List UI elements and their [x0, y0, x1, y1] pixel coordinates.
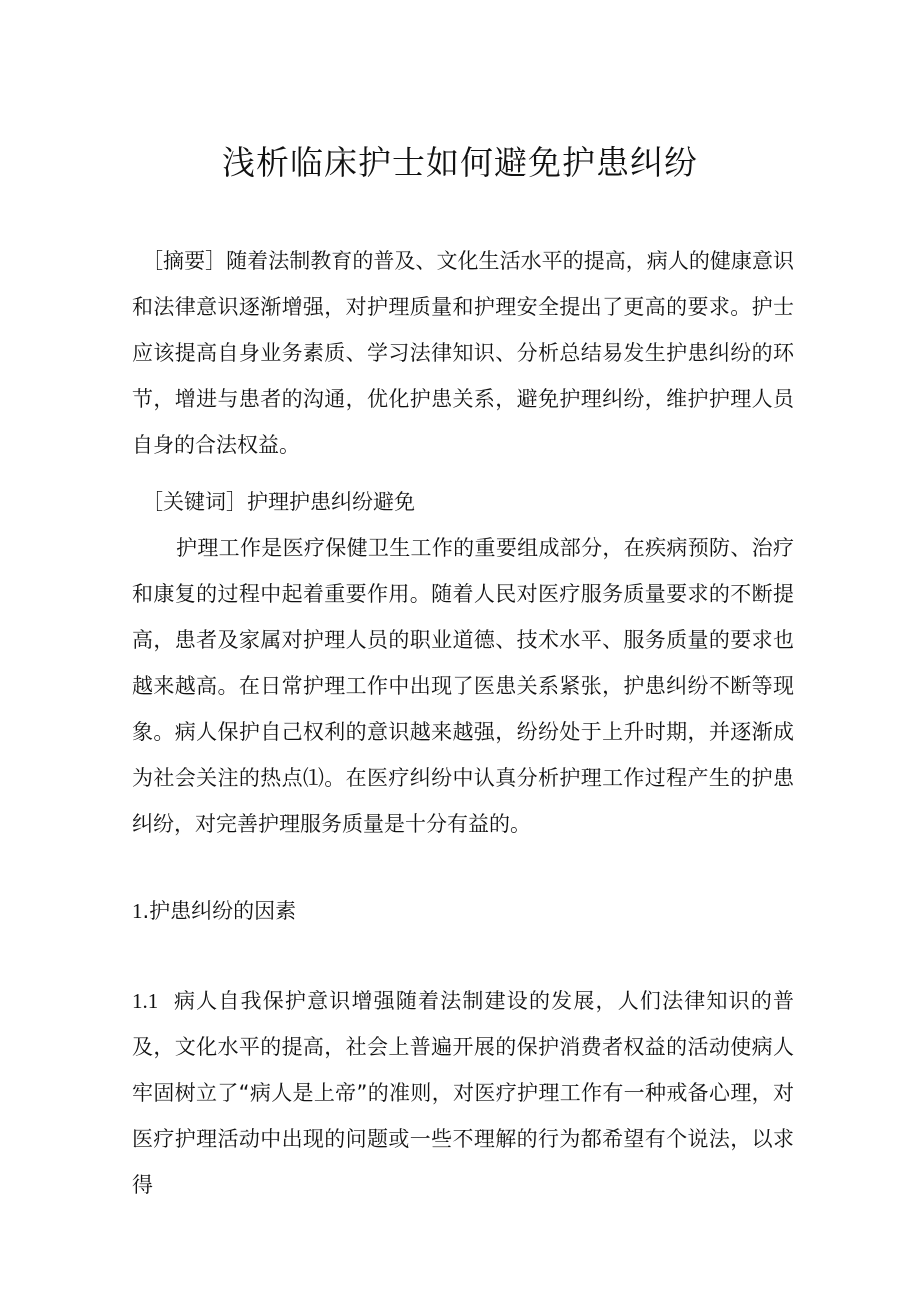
section-1-1-paragraph — [132, 978, 794, 1208]
intro-paragraph: 护理工作是医疗保健卫生工作的重要组成部分，在疾病预防、治疗和康复的过程中起着重要作用。随着人民对医疗服务质量要求的不断提高，患者及家属对护理人员的职业道德、技术水平、服务质量的要求也越来越高。在日常护理工作中出现了医患关系紧张，护患纠纷不断等现象。病人保护自己权利的意识越来越强，纷纷处于上升时期，并逐渐成为社会关注的热点⑴。在医疗纠纷中认真分析护理工作过程产生的护患纠纷，对完善护理服务质量是十分有益的。 — [132, 536, 794, 836]
abstract-paragraph: ［摘要］随着法制教育的普及、文化生活水平的提高，病人的健康意识和法律意识逐渐增强，对护理质量和护理安全提出了更高的要求。护士应该提高自身业务素质、学习法律知识、分析总结易发生护患纠纷的环节，增进与患者的沟通，优化护患关系，避免护理纠纷，维护护理人员自身的合法权益。 — [132, 249, 794, 457]
section-1-title: .护患纠纷的因素 — [142, 899, 297, 923]
section-1-number: 1 — [132, 899, 143, 923]
section-1-1-text: 病人自我保护意识增强随着法制建设的发展，人们法律知识的普及，文化水平的提高，社会上普遍开展的保护消费者权益的活动使病人牢固树立了“病人是上帝”的准则，对医疗护理工作有一种戒备心理，对医疗护理活动中出现的问题或一些不理解的行为都希望有个说法，以求得 — [132, 989, 795, 1197]
keywords-line: ［关键词］护理护患纠纷避免 — [142, 490, 415, 514]
document-title: 浅析临床护士如何避免护患纠纷 — [222, 143, 698, 182]
section-1-heading — [132, 888, 794, 934]
section-1-1-number: 1.1 — [132, 989, 159, 1013]
